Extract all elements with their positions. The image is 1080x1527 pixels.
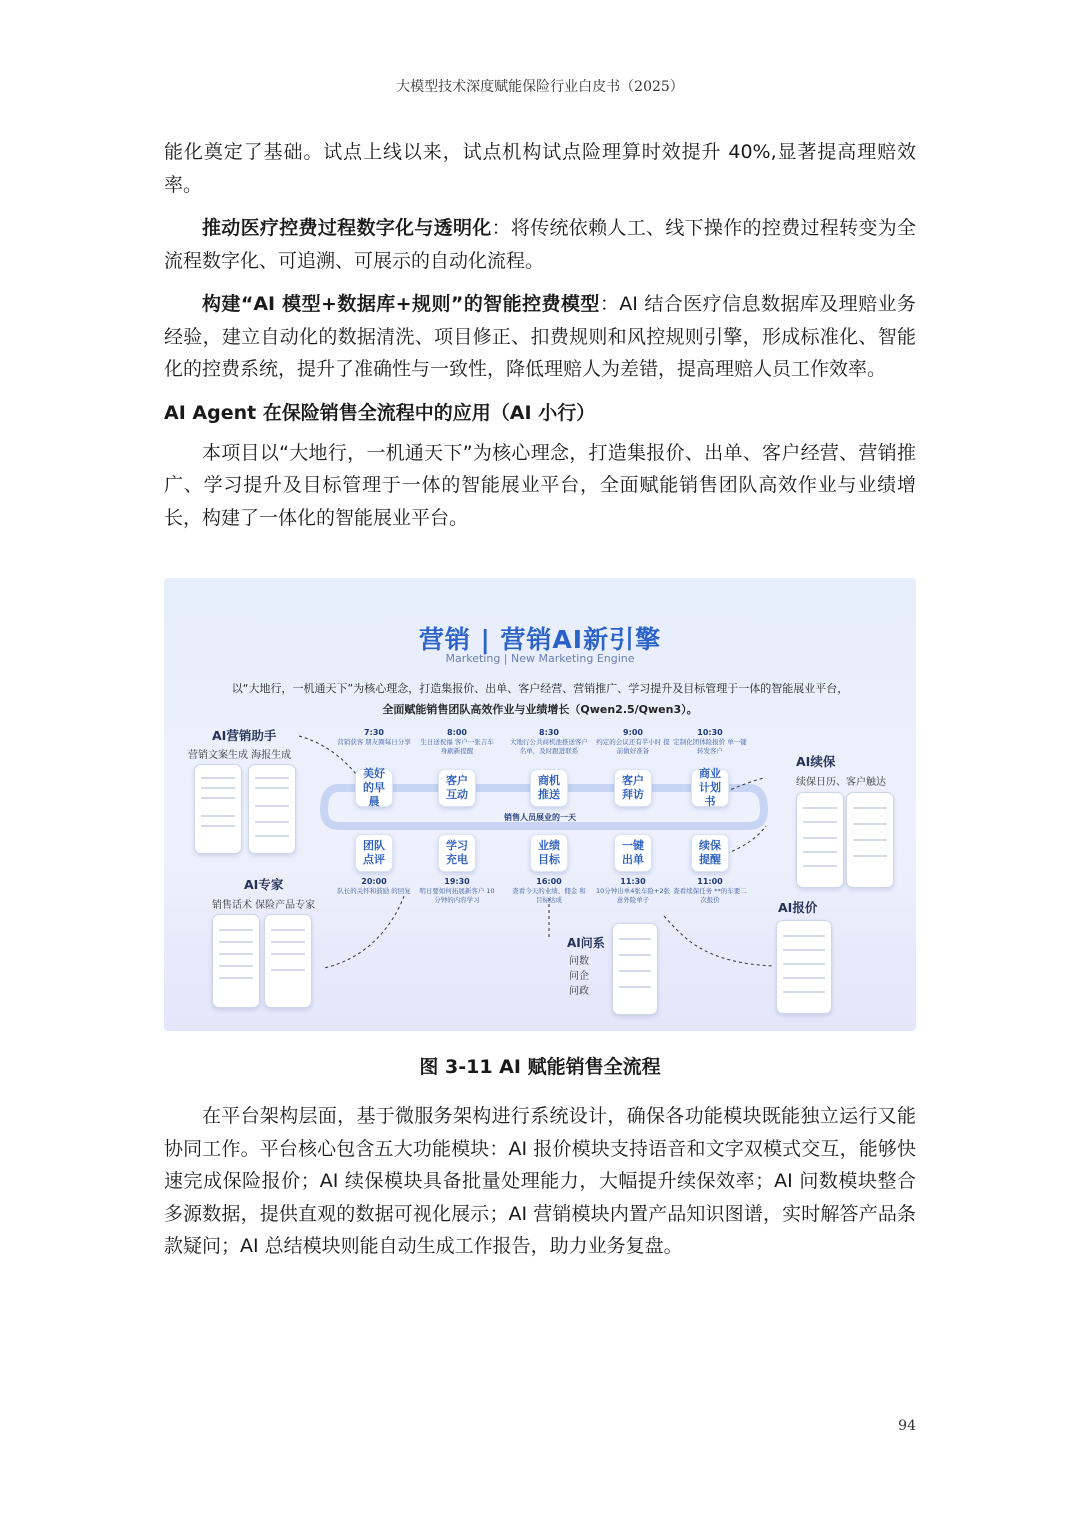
phone-mockup (846, 792, 894, 888)
node-time: 11:00 (697, 877, 723, 886)
node-desc: 明日要如何拓展新客户 10分钟的内容学习 (419, 887, 495, 904)
node-customer-visit: 客户拜访 (614, 769, 652, 807)
phone-mockup (796, 792, 844, 888)
page-number: 94 (898, 1418, 916, 1434)
ai-marketing-assistant-sub: 营销文案生成 海报生成 (188, 750, 292, 761)
paragraph-lead: 构建“AI 模型+数据库+规则”的智能控费模型 (202, 293, 600, 315)
page-header: 大模型技术深度赋能保险行业白皮书（2025） (396, 79, 684, 95)
ai-quote-title: AI报价 (778, 900, 818, 915)
phone-mockup (248, 764, 296, 854)
body-top (164, 136, 916, 545)
ai-ask-item: 问企 (569, 971, 589, 982)
node-morning: 美好的早晨 (355, 769, 393, 807)
section-heading: AI Agent 在保险销售全流程中的应用（AI 小行） (164, 401, 596, 424)
node-desc: 约定的会议还有半小时 提前做好准备 (596, 738, 670, 755)
ai-ask-title: AI问系 (567, 936, 605, 950)
figure-ai-sales-flow (164, 578, 916, 1031)
paragraph-text: ：AI 结合医疗信息数据库及理赔业务经验，建立自动化的数据清洗、项目修正、扣费规则和风控规则引擎，形成标准化、智能化的控费系统，提升了准确性与一致性，降低理赔人为差错，提高理赔人员工作效率。 (164, 293, 916, 380)
node-time: 8:00 (447, 728, 467, 737)
phone-mockup (612, 923, 658, 1015)
node-one-click-issue: 一键出单 (614, 834, 652, 872)
node-time: 10:30 (697, 728, 723, 737)
ai-expert-sub: 销售话术 保险产品专家 (212, 900, 316, 911)
paragraph-digitization (164, 212, 916, 277)
paragraph-architecture: 在平台架构层面，基于微服务架构进行系统设计，确保各功能模块既能独立运行又能协同工作。平台核心包含五大功能模块：AI 报价模块支持语音和文字双模式交互，能够快速完成保险报价；AI 续保模块具备批量处理能力，大幅提升续保效率；AI 问数模块整合多源数据，提供直观的数据可视化展示；AI 营销模块内置产品知识图谱，实时解答产品条款疑问；AI 总结模块则能自动生成工作报告，助力业务复盘。 (164, 1105, 916, 1257)
node-desc: 查看续保任务 **的车要二次报价 (673, 887, 747, 904)
ai-ask-list (569, 954, 589, 999)
node-desc: 营销获客 朋友圈每日分享 (337, 738, 411, 746)
figure-subtitle: Marketing | New Marketing Engine (445, 652, 635, 665)
ai-expert-title: AI专家 (244, 877, 284, 892)
track-label: 销售人员展业的一天 (504, 813, 576, 822)
node-time: 16:00 (536, 877, 562, 886)
node-time: 19:30 (444, 877, 470, 886)
node-time: 20:00 (361, 877, 387, 886)
figure-description (194, 678, 886, 720)
node-learning: 学习充电 (438, 834, 476, 872)
ai-ask-item: 问政 (569, 986, 589, 997)
ai-marketing-assistant-title: AI营销助手 (212, 728, 277, 743)
node-time: 9:00 (623, 728, 643, 737)
node-customer-interaction: 客户互动 (438, 769, 476, 807)
ai-renewal-title: AI续保 (796, 754, 836, 769)
node-performance-goal: 业绩目标 (530, 834, 568, 872)
paragraph-continuation: 能化奠定了基础。试点上线以来，试点机构试点险理算时效提升 40%,显著提高理赔效率。 (164, 141, 916, 196)
paragraph-model (164, 288, 916, 386)
body-bottom (164, 1100, 916, 1274)
paragraph-lead: 推动医疗控费过程数字化与透明化 (202, 217, 492, 239)
paragraph-text: ：将传统依赖人工、线下操作的控费过程转变为全流程数字化、可追溯、可展示的自动化流程。 (164, 217, 916, 272)
ai-ask-item: 问数 (569, 956, 589, 967)
dashed-connector (324, 896, 404, 968)
node-opportunity-push: 商机推送 (530, 769, 568, 807)
phone-mockup (212, 914, 260, 1008)
node-business-plan: 商业计划书 (691, 769, 729, 807)
dashed-connector (664, 916, 774, 966)
node-renewal-reminder: 续保提醒 (691, 834, 729, 872)
figure-title: 营销 | 营销AI新引擎 (418, 625, 662, 654)
phone-mockup (776, 920, 832, 1014)
node-time: 11:30 (620, 877, 646, 886)
section-intro: 本项目以“大地行，一机通天下”为核心理念，打造集报价、出单、客户经营、营销推广、学习提升及目标管理于一体的智能展业平台，全面赋能销售团队高效作业与业绩增长，构建了一体化的智能展业平台。 (164, 441, 916, 529)
node-desc: 生日送祝福 客户一张吉车身刷新提醒 (420, 738, 494, 755)
node-team-review: 团队点评 (355, 834, 393, 872)
figure-description-line: 全面赋能销售团队高效作业与业绩增长（Qwen2.5/Qwen3）。 (382, 703, 698, 716)
ai-renewal-sub: 续保日历、客户触达 (796, 777, 886, 788)
node-desc: 大地行公共商机池推送客户名单，及时跟进联系 (510, 738, 588, 755)
node-desc: 10分钟出单4张车险+2张意外险单子 (596, 887, 670, 904)
node-time: 8:30 (539, 728, 559, 737)
phone-mockup (194, 764, 242, 854)
figure-caption: 图 3-11 AI 赋能销售全流程 (419, 1056, 661, 1078)
node-desc: 队长的关怀和鼓励 的回复 (337, 887, 411, 895)
node-desc: 定制化团体险报价 单一键转发客户 (673, 738, 747, 755)
node-desc: 查看今天的业绩、佣金 和目标达成 (512, 887, 586, 904)
phone-mockup (264, 914, 312, 1008)
figure-description-line: 以“大地行，一机通天下”为核心理念，打造集报价、出单、客户经营、营销推广、学习提升及目标管理于一体的智能展业平台， (231, 682, 849, 695)
node-time: 7:30 (364, 728, 384, 737)
